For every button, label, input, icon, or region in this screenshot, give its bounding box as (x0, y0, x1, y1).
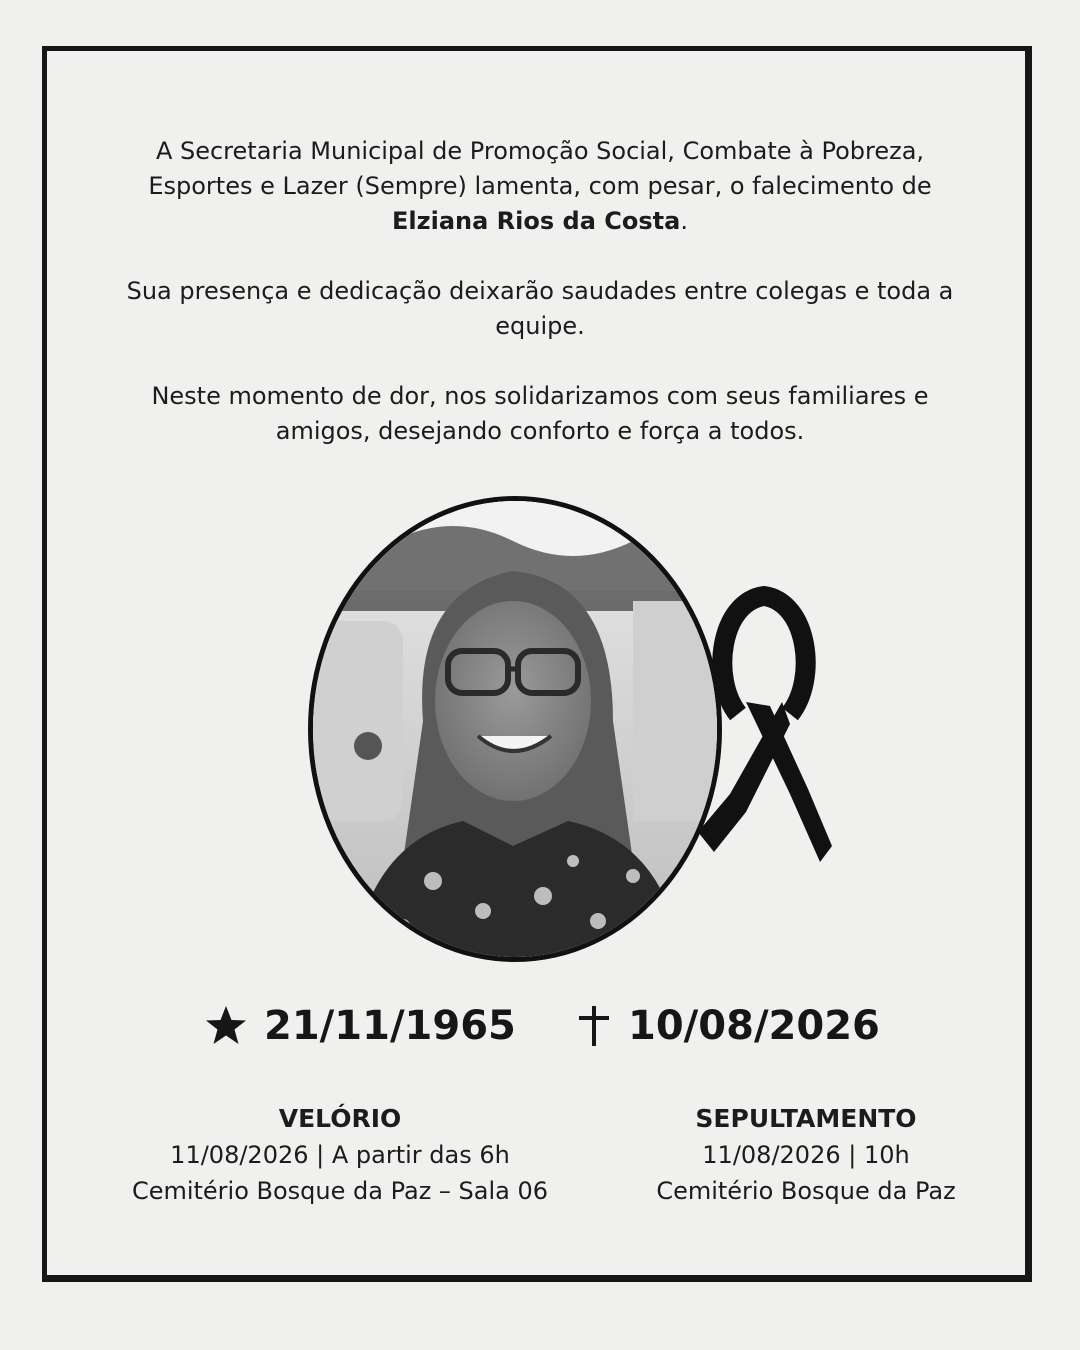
wake-where: Cemitério Bosque da Paz – Sala 06 (131, 1177, 549, 1205)
star-icon (204, 1004, 248, 1048)
wake-title: VELÓRIO (278, 1104, 402, 1133)
wake-info (100, 1101, 580, 1209)
death-date (576, 1003, 880, 1049)
wake-when: 11/08/2026 | A partir das 6h (170, 1141, 510, 1169)
message-paragraph-1 (120, 134, 960, 239)
life-dates (0, 1003, 1080, 1063)
burial-info (620, 1101, 992, 1209)
death-date-text: 10/08/2026 (628, 1003, 880, 1049)
burial-where: Cemitério Bosque da Paz (656, 1177, 956, 1205)
message-paragraph-3: Neste momento de dor, nos solidarizamos com seus familiares e amigos, desejando conforto e força a todos. (151, 382, 929, 445)
condolence-message (120, 134, 960, 484)
deceased-name: Elziana Rios da Costa (392, 207, 681, 235)
burial-title: SEPULTAMENTO (695, 1104, 917, 1133)
mourning-ribbon-icon (690, 584, 835, 866)
cross-icon (576, 1004, 612, 1048)
portrait-illustration (313, 501, 717, 957)
burial-when: 11/08/2026 | 10h (702, 1141, 910, 1169)
message-paragraph-2: Sua presença e dedicação deixarão saudades entre colegas e toda a equipe. (126, 277, 954, 340)
message-intro: A Secretaria Municipal de Promoção Social, Combate à Pobreza, Esportes e Lazer (Sempre) lamenta, com pesar, o falecimento de (148, 137, 932, 200)
message-intro-end: . (680, 207, 688, 235)
portrait-photo (308, 496, 722, 962)
birth-date (204, 1003, 516, 1049)
birth-date-text: 21/11/1965 (264, 1003, 516, 1049)
